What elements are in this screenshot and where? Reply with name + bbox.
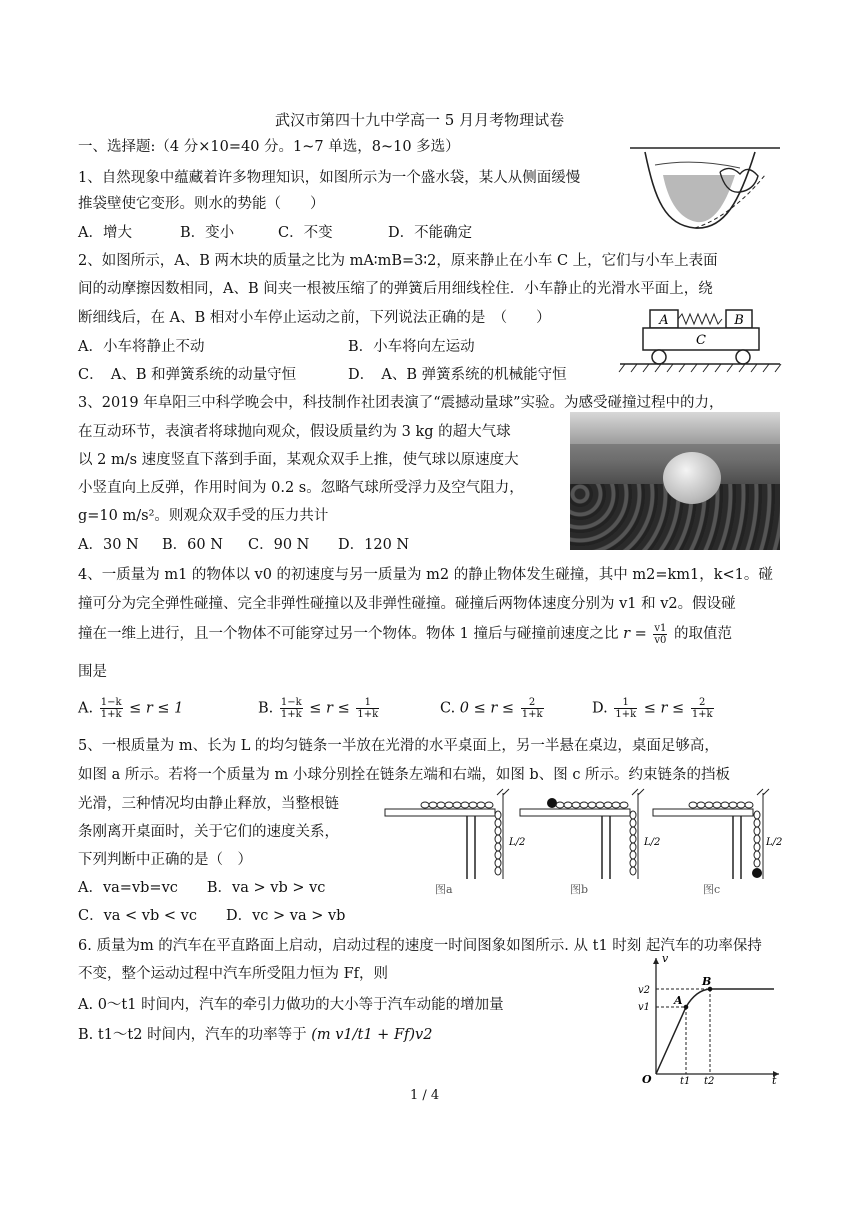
t-axis-label: t [772,1074,777,1087]
t2-label: t2 [704,1076,715,1087]
q6-option-b: B. t1～t2 时间内，汽车的功率等于 (m v1/t1 + Ff)v2 [78,1027,433,1043]
figure-c [653,789,782,896]
q2-option-a: A．小车将静止不动 [78,339,205,355]
block-a-label: A [659,313,669,328]
r-ratio-fraction: $\frac{v1}{v0}$ [654,622,667,646]
half-length-label-a: L/2 [509,837,526,848]
q5-text-1: 5、一根质量为 m、长为 L 的均匀链条一半放在光滑的水平桌面上，另一半悬在桌边，桌面足够高， [78,738,719,754]
point-b-label: B [702,975,712,988]
q3-option-b: B．60 N [162,537,223,553]
origin-label: O [642,1073,652,1086]
q4-text-4: 围是 [78,664,107,680]
q4-option-a: A. $\frac{1-k}{1+k}$ ≤ r ≤ 1 [78,697,184,720]
q4-option-c: C. 0 ≤ r ≤ $\frac{2}{1+k}$ [440,697,543,720]
q4-text-3: 撞在一维上进行，且一个物体不可能穿过另一个物体。物体 1 撞后与碰撞前速度之比 r = $\frac{v1}{v0}$ 的取值范 [78,622,732,646]
q3-option-d: D．120 N [338,537,410,553]
half-length-label-b: L/2 [644,837,661,848]
q3-text-5: g=10 m/s²。则观众双手受的压力共计 [78,508,329,524]
q5-options-1: A．va=vb=vc B．va > vb > vc [78,880,326,896]
v1-label: v1 [638,1002,651,1013]
block-b-label: B [734,313,744,328]
q2-text-3: 断细线后，在 A、B 相对小车停止运动之前，下列说法正确的是 （ ） [78,310,551,326]
q1-option-d: D．不能确定 [388,225,473,241]
q4-text-1: 4、一质量为 m1 的物体以 v0 的初速度与另一质量为 m2 的静止物体发生碰撞，其中 m2=km1，k<1。碰 [78,567,773,583]
q3-option-a: A．30 N [78,537,139,553]
balloon-ball [663,452,721,504]
q1-text-2: 推袋壁使它变形。则水的势能（ ） [78,196,325,212]
q2-option-d: D． A、B 弹簧系统的机械能守恒 [348,367,567,383]
point-a-label: A [674,994,683,1007]
q4-option-b: B. $\frac{1-k}{1+k}$ ≤ r ≤ $\frac{1}{1+k}$ [258,697,379,720]
q2-option-c: C． A、B 和弹簧系统的动量守恒 [78,367,297,383]
q5-text-2: 如图 a 所示。若将一个质量为 m 小球分别拴在链条左端和右端，如图 b、图 c 所示。约束链条的挡板 [78,767,731,783]
water-bag-figure [625,140,785,235]
figure-a-label: 图a [435,883,453,896]
v2-label: v2 [638,985,651,996]
q3-option-c: C．90 N [248,537,310,553]
half-length-label-c: L/2 [766,837,783,848]
q2-option-b: B．小车将向左运动 [348,339,475,355]
audience-photo [570,412,780,550]
cart-c-label: C [696,333,706,348]
q1-option-c: C．不变 [278,225,333,241]
cart-figure [615,302,785,377]
q3-text-1: 3、2019 年阜阳三中科学晚会中，科技制作社团表演了“震撼动量球”实验。为感受碰撞过程中的力， [78,395,724,411]
page-number: 1 / 4 [410,1088,440,1103]
section-heading: 一、选择题:（4 分×10=40 分。1~7 单选，8~10 多选） [78,139,460,155]
velocity-time-graph [634,952,784,1087]
q4-option-d: D. $\frac{1}{1+k}$ ≤ r ≤ $\frac{2}{1+k}$ [592,697,713,720]
exam-title: 武汉市第四十九中学高一 5 月月考物理试卷 [275,111,565,129]
q5-text-5: 下列判断中正确的是（ ） [78,852,252,868]
figure-c-label: 图c [703,883,721,896]
q5-text-4: 条刚离开桌面时，关于它们的速度关系， [78,824,339,840]
q1-text-1: 1、自然现象中蕴藏着许多物理知识，如图所示为一个盛水袋，某人从侧面缓慢 [78,170,581,186]
q6-text-2: 不变，整个运动过程中汽车所受阻力恒为 Ff，则 [78,966,389,982]
q3-text-3: 以 2 m/s 速度竖直下落到手面，某观众双手上推，使气球以原速度大 [78,452,519,468]
figure-b-label: 图b [570,883,589,896]
t1-label: t1 [680,1076,691,1087]
q1-option-a: A．增大 [78,225,132,241]
q1-option-b: B．变小 [180,225,235,241]
q6-text-1: 6. 质量为m 的汽车在平直路面上启动，启动过程的速度一时间图象如图所示. 从 t1 时刻 起汽车的功率保持 [78,938,762,954]
figure-a [385,789,525,896]
q3-text-2: 在互动环节，表演者将球抛向观众，假设质量约为 3 kg 的超大气球 [78,424,511,440]
v-axis-label: v [662,952,669,965]
q5-options-2: C．va < vb < vc D．vc > va > vb [78,908,346,924]
q6-option-a: A. 0～t1 时间内，汽车的牵引力做功的大小等于汽车动能的增加量 [78,997,504,1013]
q2-text-2: 间的动摩擦因数相同，A、B 间夹一根被压缩了的弹簧后用细线栓住．小车静止的光滑水平面上，绕 [78,281,713,297]
q5-text-3: 光滑，三种情况均由静止释放，当整根链 [78,796,339,812]
q6-power-formula: (m v1/t1 + Ff)v2 [311,1027,433,1043]
chain-figures [385,787,783,897]
q2-text-1: 2、如图所示，A、B 两木块的质量之比为 mA∶mB=3∶2，原来静止在小车 C 上，它们与小车上表面 [78,253,718,269]
q3-text-4: 小竖直向上反弹，作用时间为 0.2 s。忽略气球所受浮力及空气阻力， [78,480,524,496]
figure-b [520,789,660,896]
q4-text-2: 撞可分为完全弹性碰撞、完全非弹性碰撞以及非弹性碰撞。碰撞后两物体速度分别为 v1 和 v2。假设碰 [78,596,736,612]
